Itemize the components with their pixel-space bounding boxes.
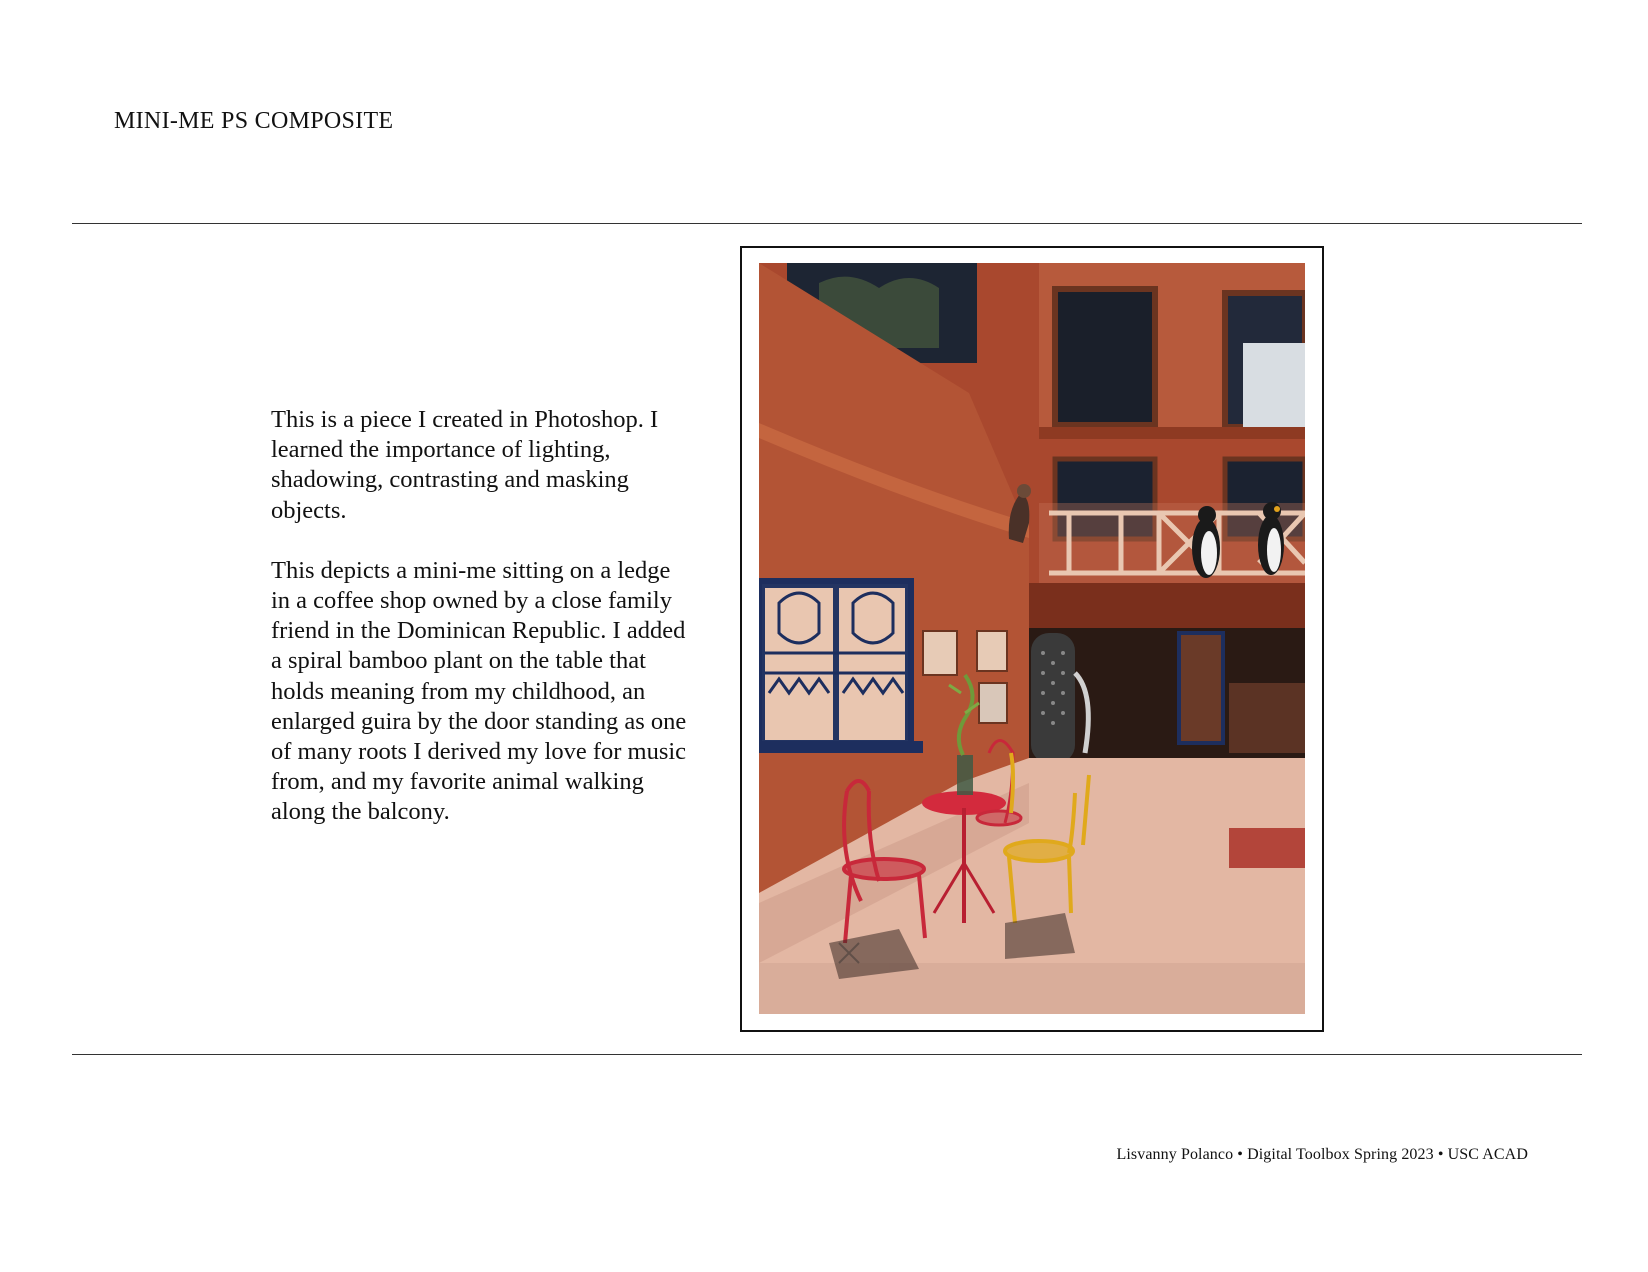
description: [271, 405, 691, 858]
composite-photo-frame: [740, 246, 1324, 1032]
bottom-divider: [72, 1054, 1582, 1055]
page-title: MINI-ME PS COMPOSITE: [114, 108, 394, 134]
footer-credit: Lisvanny Polanco • Digital Toolbox Spring 2023 • USC ACAD: [1116, 1146, 1528, 1163]
top-divider: [72, 223, 1582, 224]
description-paragraph-2: This depicts a mini-me sitting on a ledge in a coffee shop owned by a close family friend in the Dominican Republic. I added a spiral bamboo plant on the table that holds meaning from my childhood, an enlarged guira by the door standing as one of many roots I derived my love for music from, and my favorite animal walking along the balcony.: [271, 556, 687, 826]
composite-photo: [759, 263, 1305, 1014]
description-paragraph-1: This is a piece I created in Photoshop. I learned the importance of lighting, shadowing, contrasting and masking objects.: [271, 406, 659, 524]
